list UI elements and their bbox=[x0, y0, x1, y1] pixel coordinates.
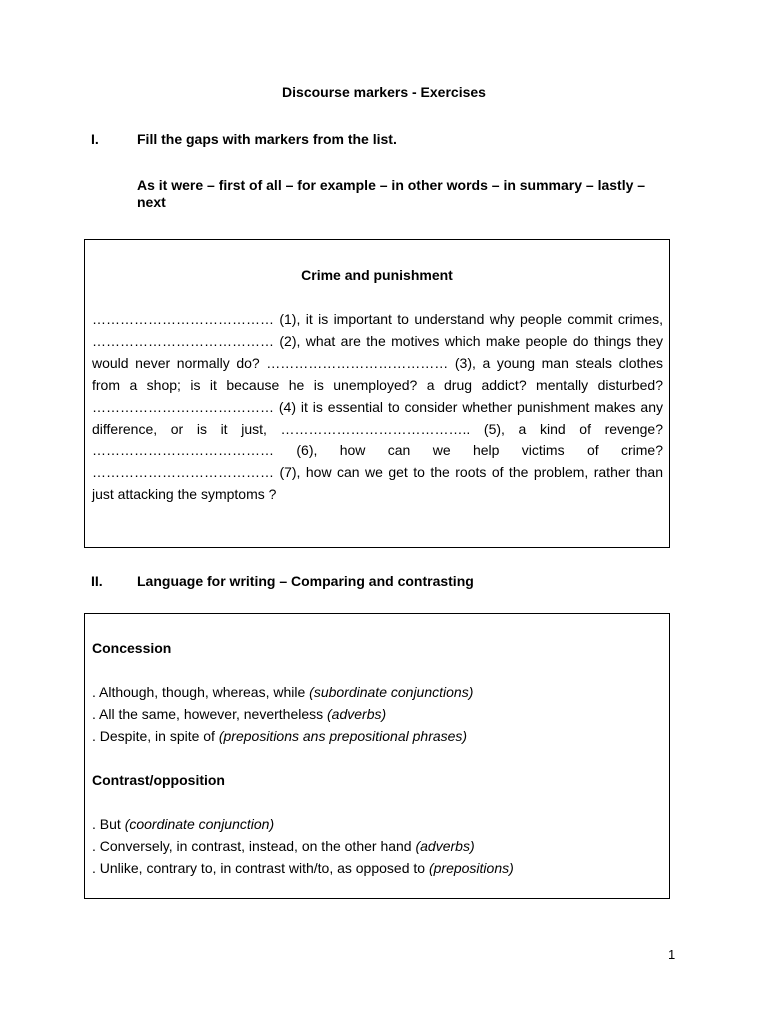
item-text: . Conversely, in contrast, instead, on the other hand bbox=[92, 838, 416, 854]
item-text: . But bbox=[92, 816, 125, 832]
item-text: . All the same, however, nevertheless bbox=[92, 706, 328, 722]
gap-text-4: (4) it is essential to consider whether punishment makes any difference, or is it just, bbox=[92, 398, 663, 437]
gap-text-7: (7), how can we get to the roots of the problem, rather than just attacking the symptoms ? bbox=[92, 464, 663, 503]
concession-item bbox=[92, 706, 386, 722]
crime-punishment-box bbox=[84, 239, 670, 548]
page-number: 1 bbox=[668, 947, 676, 962]
box-title: Crime and punishment bbox=[301, 267, 453, 283]
gap-blank-4[interactable]: ………………………………… bbox=[92, 398, 274, 415]
page-title: Discourse markers - Exercises bbox=[282, 84, 486, 100]
gap-blank-5[interactable]: ………………………………….. bbox=[280, 420, 471, 437]
item-note: (prepositions) bbox=[428, 860, 514, 876]
gap-blank-6[interactable]: ………………………………… bbox=[92, 442, 274, 459]
concession-item bbox=[92, 684, 473, 700]
section-2-number: II. bbox=[91, 573, 103, 589]
section-1-title: Fill the gaps with markers from the list. bbox=[137, 131, 397, 147]
gap-blank-7[interactable]: ………………………………… bbox=[92, 464, 274, 481]
comparing-contrasting-box bbox=[84, 613, 670, 899]
item-note: (adverbs) bbox=[415, 838, 475, 854]
item-text: . Despite, in spite of bbox=[92, 728, 219, 744]
section-2-title: Language for writing – Comparing and contrasting bbox=[137, 573, 474, 589]
gap-blank-1[interactable]: ………………………………… bbox=[92, 311, 274, 327]
concession-heading: Concession bbox=[92, 640, 172, 656]
gap-blank-3[interactable]: ………………………………… bbox=[266, 354, 449, 371]
item-note: (prepositions ans prepositional phrases) bbox=[218, 728, 468, 744]
marker-word-list: As it were – first of all – for example – in other words – in summary – lastly – next bbox=[137, 177, 646, 210]
gap-text-6: (6), how can we help victims of crime? bbox=[274, 442, 663, 459]
section-1-number: I. bbox=[91, 131, 99, 147]
contrast-heading: Contrast/opposition bbox=[92, 772, 225, 788]
contrast-item bbox=[92, 838, 475, 854]
concession-item bbox=[92, 728, 467, 744]
item-note: (coordinate conjunction) bbox=[124, 816, 275, 832]
item-text: . Although, though, whereas, while bbox=[92, 684, 310, 700]
contrast-item bbox=[92, 816, 274, 832]
contrast-item bbox=[92, 860, 514, 876]
gap-blank-2[interactable]: ………………………………… bbox=[92, 332, 274, 349]
gap-text-3: (3), a young man steals clothes from a shop; is it because he is unemployed? a drug addict? mentally disturbed? bbox=[92, 354, 663, 393]
gap-text-2: (2), what are the motives which make people do things they would never normally do? bbox=[92, 332, 663, 371]
gap-fill-paragraph bbox=[92, 309, 663, 506]
item-text: . Unlike, contrary to, in contrast with/to, as opposed to bbox=[92, 860, 429, 876]
gap-text-5: (5), a kind of revenge? bbox=[470, 420, 663, 437]
gap-text-1: (1), it is important to understand why people commit crimes, bbox=[274, 311, 663, 327]
item-note: (adverbs) bbox=[327, 706, 387, 722]
item-note: (subordinate conjunctions) bbox=[309, 684, 474, 700]
